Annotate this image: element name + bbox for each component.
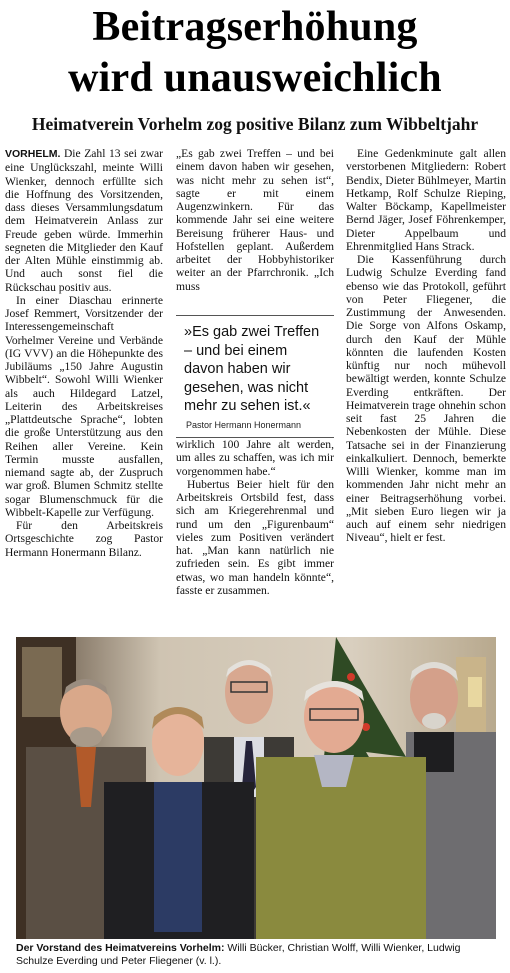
paragraph: „Es gab zwei Treffen – und bei einem davon haben wir gesehen, was nicht mehr zu sehen ist“, sagte er mit einem Augenzwinkern. Für das kommende Jahr sei eine weitere Bereisung früherer Haus- und Hofstellen geplant. Außerdem arbeitet der Hobbyhistoriker weiter an der Pfarrchronik. „Ich muss: [176, 147, 334, 293]
group-photo: [16, 637, 496, 939]
paragraph: Hubertus Beier hielt für den Arbeitskreis Ortsbild fest, dass sich am Kriegerehrenmal und rund um den „Figurenbaum“ vieles zum Positiven verändert hat. „Man kann natürlich nie zufrieden sein. Es gibt immer etwas, wo man handeln könnte“, fasste er zusammen.: [176, 477, 334, 597]
paragraph: In einer Diaschau erinnerte Josef Remmert, Vorsitzender der Interessengemeinschaft Vorhelmer Vereine und Verbände (IG VVV) an die Höhepunkte des Jubiläums „150 Jahre Augustin Wibbelt“. Sowohl Willi Wienker als auch Hildegard Latzel, Leiterin des Arbeitskreises „Plattdeutsche Sprache“, lobten die große Unterstützung aus den Reihen aller Vereine. Kein Termin musste ausfallen, niemand sagte ab, der Zuspruch war groß. Blumen Schmitz stellte sogar Blumenschmuck für die Wibbelt-Kapelle zur Verfügung.: [5, 293, 163, 519]
paragraph: Die Kassenführung durch Ludwig Schulze Everding fand ebenso wie das Protokoll, geführt von Peter Fliegener, die Zustimmung der Anwesenden. Die Sorge von Alfons Oskamp, durch den Kauf der Mühle könnten die laufenden Kosten künftig nur noch mühevoll bewältigt werden, konnte Schulze Everding entkräften. Der Heimatverein trage ohnehin schon seit fast 25 Jahren die Nebenkosten der Mühle. Diese Tatsache sei in der Finanzierung einkalkuliert. Dennoch, bemerkte Willi Wienker, komme man im kommenden Jahr nicht mehr an einer Beitragserhöhung vorbei. „Mit sieben Euro liegen wir ja auch auf einem sehr niedrigen Niveau“, hielt er fest.: [346, 253, 506, 545]
article-column-3: [346, 147, 506, 545]
caption-lead: Der Vorstand des Heimatvereins Vorhelm:: [16, 942, 225, 954]
paragraph: wirklich 100 Jahre alt werden, um alles zu schaffen, was ich mir vorgenommen habe.“: [176, 438, 334, 478]
subheadline: Heimatverein Vorhelm zog positive Bilanz zum Wibbeltjahr: [31, 114, 479, 134]
caption-text: Willi Bücker, Christian Wolff, Willi Wienker, Ludwig Schulze Everding und Peter Fliegener (v. l.).: [16, 942, 461, 967]
paragraph: Für den Arbeitskreis Ortsgeschichte zog Pastor Hermann Honermann Bilanz.: [5, 519, 163, 559]
article-column-2-bottom: [176, 438, 334, 597]
paragraph-text: Die Zahl 13 sei zwar eine Unglückszahl, meinte Willi Wienker, dennoch erfüllte sich die Hoffnung des Vorsitzenden, dass dieses Versammlungsdatum dem Heimatverein Anlass zur Freude geben würde. Immerhin segneten die Mitglieder den Kauf der Alten Mühle einstimmig ab. Und auch sonst fiel die Rückschau positiv aus.: [5, 147, 163, 294]
pull-quote-source: Pastor Hermann Honermann: [186, 419, 302, 430]
pull-quote: [176, 315, 334, 438]
paragraph: Eine Gedenkminute galt allen verstorbenen Mitgliedern: Robert Bendix, Dieter Bühlmeyer, Martin Hetkamp, Rolf Schulze Rieping, Walter Böckamp, Kapellmeister Bernd Jäger, Josef Föhrenkemper, Dieter Appelbaum und Ehrenmitglied Hans Strack.: [346, 147, 506, 253]
paragraph: [5, 147, 163, 294]
headline-line-1: Beitragserhöhung: [92, 4, 418, 50]
dateline: VORHELM.: [5, 148, 61, 160]
pull-quote-text: »Es gab zwei Treffen – und bei einem davon haben wir gesehen, was nicht mehr zu sehen ist.«: [184, 324, 320, 414]
headline-line-2: wird unausweichlich: [68, 55, 442, 101]
article-column-2-top: [176, 147, 334, 293]
group-photo-icon: [16, 637, 496, 939]
article-column-1: [5, 147, 163, 559]
photo-caption: [16, 942, 500, 968]
